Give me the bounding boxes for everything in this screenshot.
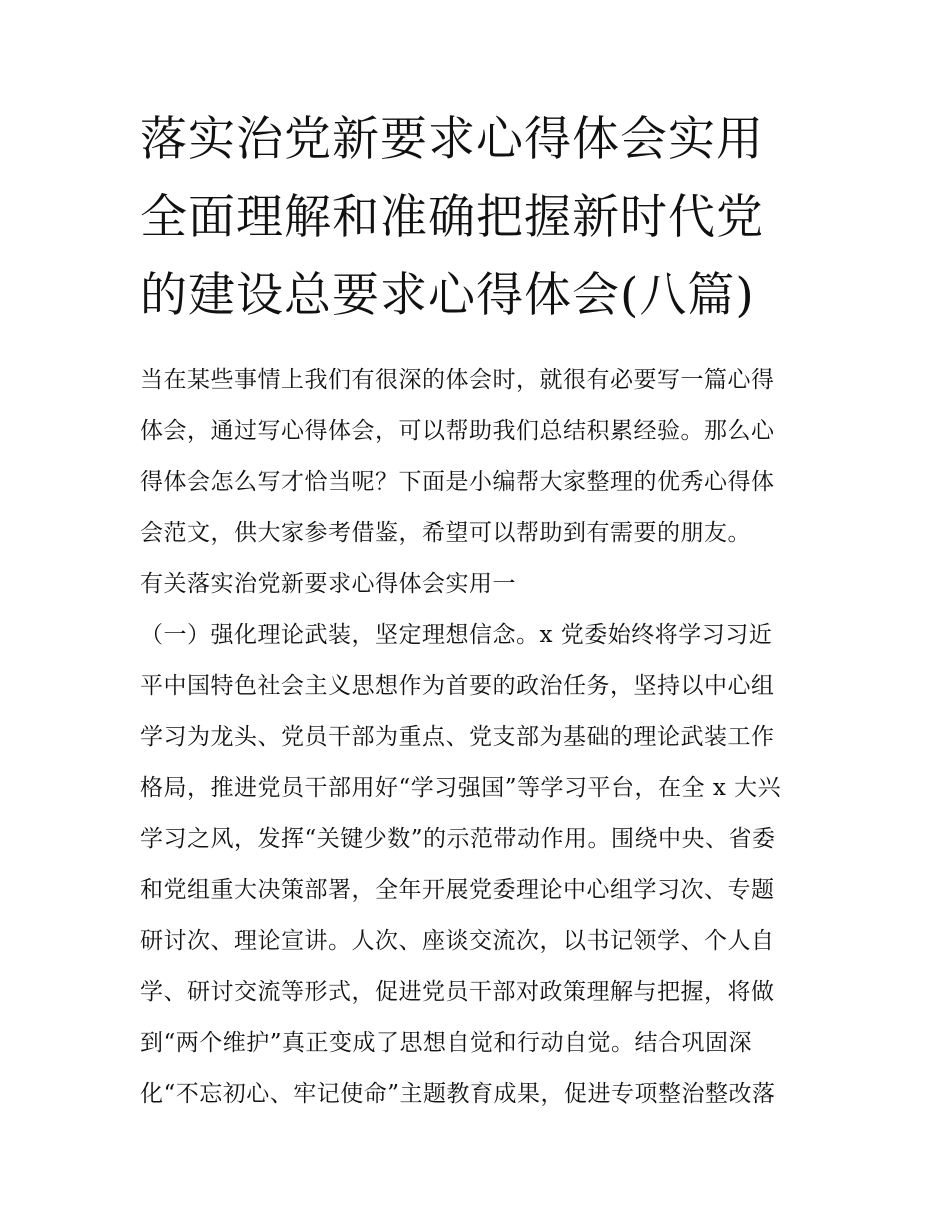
body-line-3: 得体会怎么写才恰当呢？下面是小编帮大家整理的优秀心得体 xyxy=(140,469,775,495)
body-line-2: 体会，通过写心得体会，可以帮助我们总结积累经验。那么心 xyxy=(140,418,775,444)
body-line-14: 到“两个维护”真正变成了思想自觉和行动自觉。结合巩固深 xyxy=(140,1030,753,1056)
title-line-2: 全面理解和准确把握新时代党 xyxy=(140,190,764,245)
body-line-4: 会范文，供大家参考借鉴，希望可以帮助到有需要的朋友。 xyxy=(140,520,751,546)
document-body xyxy=(140,355,830,1120)
section-heading: 有关落实治党新要求心得体会实用一 xyxy=(140,571,516,597)
title-line-1: 落实治党新要求心得体会实用 xyxy=(140,112,764,167)
body-line-11: 和党组重大决策部署，全年开展党委理论中心组学习次、专题 xyxy=(140,877,775,903)
title-line-3: 的建设总要求心得体会(八篇) xyxy=(140,268,755,323)
document-title xyxy=(140,112,830,346)
body-line-1: 当在某些事情上我们有很深的体会时，就很有必要写一篇心得 xyxy=(140,367,775,393)
body-line-7: 平中国特色社会主义思想作为首要的政治任务，坚持以中心组 xyxy=(140,673,775,699)
body-line-12: 研讨次、理论宣讲。人次、座谈交流次，以书记领学、个人自 xyxy=(140,928,775,954)
body-line-15: 化“不忘初心、牢记使命”主题教育成果，促进专项整治整改落 xyxy=(140,1081,776,1107)
body-line-9: 格局，推进党员干部用好“学习强国”等学习平台，在全 x 大兴 xyxy=(140,775,782,801)
body-line-6: （一）强化理论武装，坚定理想信念。x 党委始终将学习习近 xyxy=(140,622,773,648)
body-line-10: 学习之风，发挥“关键少数”的示范带动作用。围绕中央、省委 xyxy=(140,826,776,852)
body-line-8: 学习为龙头、党员干部为重点、党支部为基础的理论武装工作 xyxy=(140,724,775,750)
body-line-13: 学、研讨交流等形式，促进党员干部对政策理解与把握，将做 xyxy=(140,979,775,1005)
